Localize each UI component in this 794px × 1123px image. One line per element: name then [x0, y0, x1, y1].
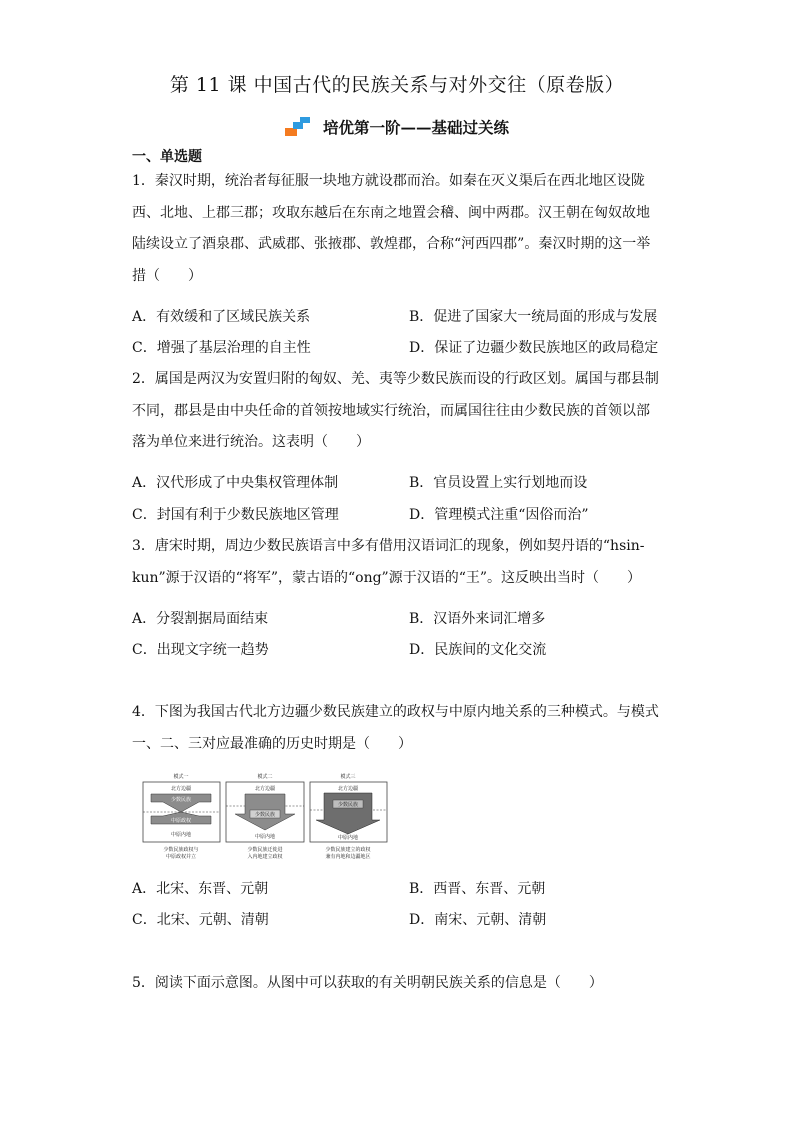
mode-1-heading: 模式一: [173, 774, 189, 780]
mode-3-caption-line-2: 兼有内地和边疆地区: [325, 854, 371, 860]
question-1-stem: [132, 166, 662, 292]
mode-2-bottom-label: 中原内地: [254, 834, 276, 840]
q2-option-b: B．官员设置上实行划地而设: [409, 475, 588, 491]
question-2-stem: [132, 364, 662, 459]
mode-2-caption-line-1: 少数民族迁徙进: [247, 847, 283, 853]
mode-1-top-label: 北方边疆: [170, 786, 192, 792]
q2-option-d: D．管理模式注重“因俗而治”: [409, 507, 589, 523]
q1-option-b: B．促进了国家大一统局面的形成与发展: [409, 309, 658, 325]
q1-option-a: A．有效缓和了区域民族关系: [132, 309, 311, 325]
q3-option-c: C．出现文字统一趋势: [132, 642, 269, 658]
question-text-line: 措（ ）: [132, 267, 202, 284]
question-5-stem: [132, 968, 662, 1000]
stairs-logo-icon: [285, 117, 315, 137]
mode-2-arrow-label: 少数民族: [254, 812, 276, 818]
mode-1-arrow-label: 少数民族: [170, 797, 192, 803]
mode-1-caption-line-2: 中原政权并立: [165, 854, 197, 860]
question-text-line: 5．阅读下面示意图。从图中可以获取的有关明朝民族关系的信息是（ ）: [132, 975, 603, 991]
question-text-line: 落为单位来进行统治。这表明（ ）: [132, 434, 370, 450]
mode-1-bottom-label: 中原内地: [170, 832, 192, 838]
mode-2-top-label: 北方边疆: [254, 786, 276, 792]
section-heading: 一、单选题: [132, 149, 202, 165]
banner-title: 培优第一阶——基础过关练: [322, 118, 509, 137]
question-text-line: 西、北地、上郡三郡；攻取东越后在东南之地置会稽、闽中两郡。汉王朝在匈奴故地: [132, 204, 650, 221]
question-text-line: 不同，郡县是由中央任命的首领按地域实行统治，而属国往往由少数民族的首领以部: [132, 402, 650, 419]
mode-2-caption-line-2: 入内地建立政权: [247, 854, 283, 860]
mode-1-middle-label: 中原政权: [170, 818, 192, 824]
mode-3-caption-line-1: 少数民族建立的政权: [325, 847, 371, 853]
mode-3-arrow-label: 少数民族: [337, 802, 359, 808]
q4-option-a: A．北宋、东晋、元朝: [132, 881, 269, 897]
mode-3-heading: 模式三: [340, 774, 356, 780]
question-text-line: kun”源于汉语的“将军”，蒙古语的“ong”源于汉语的“王”。这反映出当时（ ）: [132, 569, 642, 586]
q4-option-b: B．西晋、东晋、元朝: [409, 881, 546, 897]
question-text-line: 4．下图为我国古代北方边疆少数民族建立的政权与中原内地关系的三种模式。与模式: [132, 704, 659, 720]
mode-1-caption-line-1: 少数民族政权与: [163, 847, 199, 853]
question-text-line: 陆续设立了酒泉郡、武威郡、张掖郡、敦煌郡，合称“河西四郡”。秦汉时期的这一举: [132, 236, 651, 252]
q1-option-c: C．增强了基层治理的自主性: [132, 340, 311, 356]
q4-option-d: D．南宋、元朝、清朝: [409, 912, 547, 928]
mode-3-bottom-label: 中原内地: [337, 835, 359, 841]
question-text-line: 3．唐宋时期，周边少数民族语言中多有借用汉语词汇的现象，例如契丹语的“hsin-: [132, 538, 645, 554]
section-banner: [0, 116, 794, 138]
q2-option-c: C．封国有利于少数民族地区管理: [132, 507, 339, 523]
question-3-stem: [132, 531, 662, 594]
q3-option-d: D．民族间的文化交流: [409, 642, 547, 658]
question-text-line: 一、二、三对应最准确的历史时期是（ ）: [132, 735, 412, 752]
q3-option-a: A．分裂割据局面结束: [132, 611, 269, 627]
three-modes-diagram: [141, 772, 389, 864]
question-4-stem: [132, 697, 662, 760]
mode-2-heading: 模式二: [257, 774, 273, 780]
q2-option-a: A．汉代形成了中央集权管理体制: [132, 475, 339, 491]
mode-3-top-label: 北方边疆: [337, 786, 359, 792]
page-title: 第 11 课 中国古代的民族关系与对外交往（原卷版）: [169, 74, 625, 96]
q3-option-b: B．汉语外来词汇增多: [409, 611, 546, 627]
q1-option-d: D．保证了边疆少数民族地区的政局稳定: [409, 340, 659, 356]
q4-option-c: C．北宋、元朝、清朝: [132, 912, 269, 928]
question-text-line: 2．属国是两汉为安置归附的匈奴、羌、夷等少数民族而设的行政区划。属国与郡县制: [132, 371, 659, 387]
question-text-line: 1．秦汉时期，统治者每征服一块地方就设郡而治。如秦在灭义渠后在西北地区设陇: [132, 173, 645, 189]
